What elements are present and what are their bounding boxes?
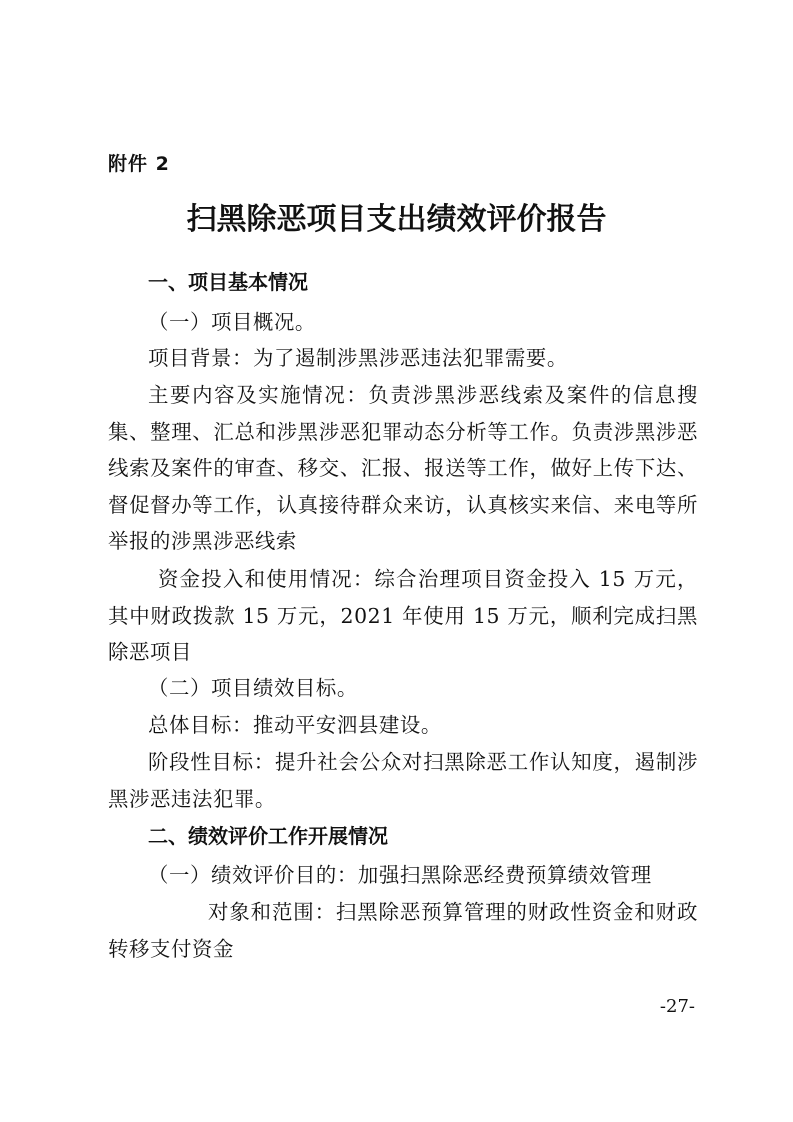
subsection-heading-2-1: （一）绩效评价目的：加强扫黑除恶经费预算绩效管理 — [148, 863, 652, 887]
overall-goal-paragraph: 总体目标：推动平安泗县建设。 — [148, 713, 442, 737]
main-content-paragraph: 主要内容及实施情况：负责涉黑涉恶线索及案件的信息搜集、整理、汇总和涉黑涉恶犯罪动态分析等工作。负责涉黑涉恶线索及案件的审查、移交、汇报、报送等工作，做好上传下达、督促督办等工作，认真接待群众来访，认真核实来信、来电等所举报的涉黑涉恶线索 — [108, 383, 698, 554]
page-number: -27- — [659, 996, 695, 1017]
funds-paragraph: 资金投入和使用情况：综合治理项目资金投入 15 万元，其中财政拨款 15 万元，2021 年使用 15 万元，顺利完成扫黑除恶项目 — [108, 567, 698, 665]
subsection-heading-1-2: （二）项目绩效目标。 — [148, 676, 358, 700]
subsection-heading-1-1: （一）项目概况。 — [148, 310, 316, 334]
project-background-paragraph: 项目背景：为了遏制涉黑涉恶违法犯罪需要。 — [148, 346, 568, 370]
scope-paragraph: 对象和范围：扫黑除恶预算管理的财政性资金和财政转移支付资金 — [108, 900, 698, 961]
stage-goal-paragraph: 阶段性目标：提升社会公众对扫黑除恶工作认知度，遏制涉黑涉恶违法犯罪。 — [108, 750, 698, 811]
section-heading-1: 一、项目基本情况 — [148, 270, 308, 294]
attachment-label: 附件 2 — [108, 153, 170, 175]
report-title: 扫黑除恶项目支出绩效评价报告 — [186, 202, 607, 237]
section-heading-2: 二、绩效评价工作开展情况 — [148, 824, 388, 848]
